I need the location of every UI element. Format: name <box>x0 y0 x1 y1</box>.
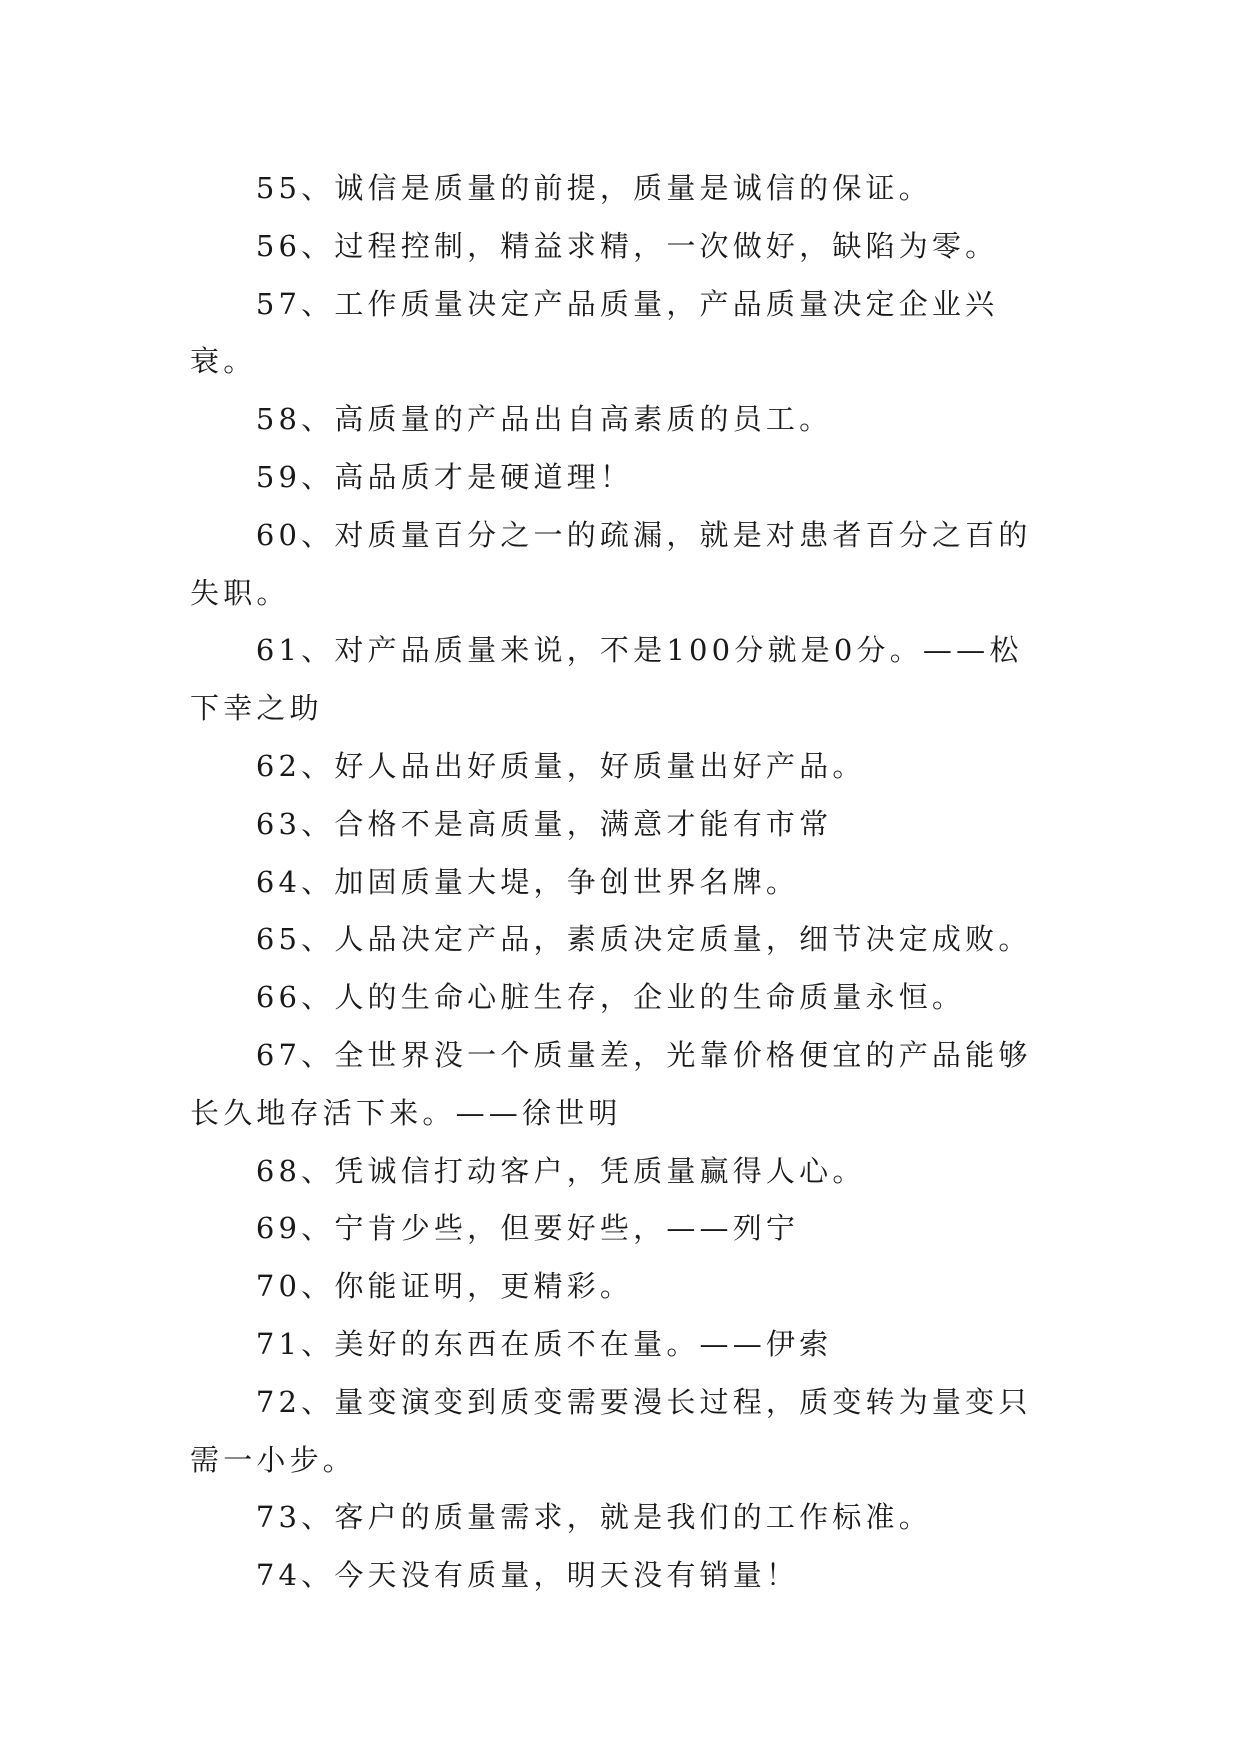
quote-paragraph: 64、加固质量大堤，争创世界名牌。 <box>255 864 800 899</box>
quote-paragraph: 69、宁肯少些，但要好些，——列宁 <box>255 1211 800 1246</box>
quote-paragraph: 63、合格不是高质量，满意才能有市常 <box>255 806 833 841</box>
quote-paragraph: 68、凭诚信打动客户，凭质量赢得人心。 <box>255 1153 866 1188</box>
quote-paragraph: 66、人的生命心脏生存，企业的生命质量永恒。 <box>255 980 966 1015</box>
quote-paragraph: 60、对质量百分之一的疏漏，就是对患者百分之百的失职。 <box>190 517 1032 610</box>
quote-paragraph: 74、今天没有质量，明天没有销量！ <box>255 1558 800 1593</box>
quote-paragraph: 61、对产品质量来说，不是100分就是0分。——松下幸之助 <box>190 633 1023 726</box>
quote-paragraph: 58、高质量的产品出自高素质的员工。 <box>255 402 833 437</box>
quote-paragraph: 72、量变演变到质变需要漫长过程，质变转为量变只需一小步。 <box>190 1384 1032 1477</box>
quote-paragraph: 65、人品决定产品，素质决定质量，细节决定成败。 <box>255 922 1032 957</box>
quote-paragraph: 56、过程控制，精益求精，一次做好，缺陷为零。 <box>255 228 999 263</box>
quote-paragraph: 55、诚信是质量的前提，质量是诚信的保证。 <box>255 171 932 205</box>
quote-paragraph: 70、你能证明，更精彩。 <box>255 1269 634 1304</box>
document-body <box>190 160 1050 1605</box>
quote-paragraph: 59、高品质才是硬道理！ <box>255 459 634 494</box>
quote-paragraph: 62、好人品出好质量，好质量出好产品。 <box>255 748 866 783</box>
quote-paragraph: 57、工作质量决定产品质量，产品质量决定企业兴衰。 <box>190 286 999 379</box>
quote-paragraph: 71、美好的东西在质不在量。——伊索 <box>255 1326 833 1361</box>
quote-paragraph: 73、客户的质量需求，就是我们的工作标准。 <box>255 1500 932 1535</box>
quote-paragraph: 67、全世界没一个质量差，光靠价格便宜的产品能够长久地存活下来。——徐世明 <box>190 1037 1032 1130</box>
